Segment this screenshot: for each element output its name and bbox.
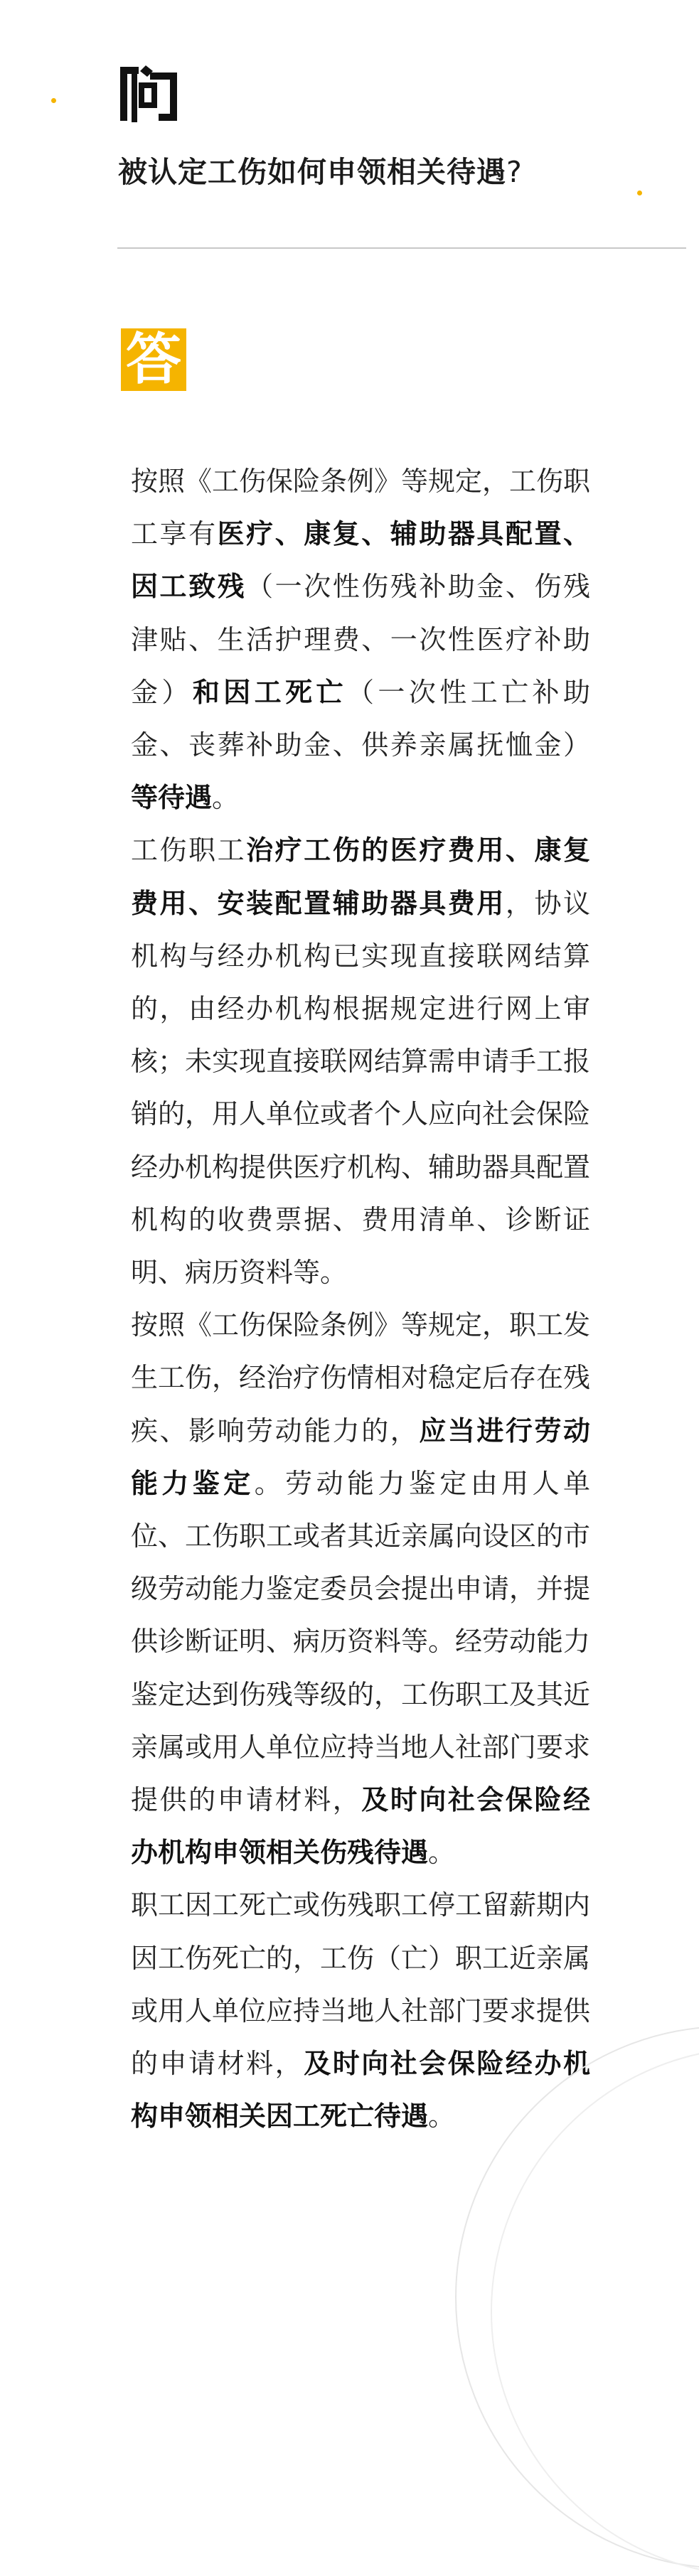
question-text: 被认定工伤如何申领相关待遇 xyxy=(118,155,506,189)
answer-text: （一次性工亡补助金、丧葬补助金、供养亲属抚恤金） xyxy=(131,676,590,761)
answer-emphasis: 应当进行劳动能力鉴定 xyxy=(131,1415,590,1499)
question-title xyxy=(118,151,658,193)
answer-text: 按照《工伤保险条例》等规定，职工发生工伤，经治疗伤情相对稳定后存在残疾、影响劳动能力的， xyxy=(131,1309,591,1447)
answer-paragraph xyxy=(131,455,590,824)
answer-text: ，协议机构与经办机构已实现直接联网结算的，由经办机构根据规定进行网上审核；未实现直接联网结算需申请手工报销的，用人单位或者个人应向社会保险经办机构提供医疗机构、辅助器具配置机构的收费票据、费用清单、诊断证明、病历资料等。 xyxy=(131,887,591,1289)
answer-paragraph xyxy=(131,1879,590,2142)
answer-text: 。 xyxy=(428,1837,456,1869)
answer-emphasis: 等待遇 xyxy=(131,782,213,814)
answer-emphasis: 及时向社会保险经办机构申领相关伤残待遇 xyxy=(131,1784,590,1869)
answer-emphasis: 和因工死亡 xyxy=(192,676,347,708)
answer-text: 职工因工死亡或伤残职工停工留薪期内因工伤死亡的，工伤（亡）职工近亲属或用人单位应持当地人社部门要求提供的申请材料， xyxy=(131,1889,591,2080)
answer-text: 。劳动能力鉴定由用人单位、工伤职工或者其近亲属向设区的市级劳动能力鉴定委员会提出申请，并提供诊断证明、病历资料等。经劳动能力鉴定达到伤残等级的，工伤职工及其近亲属或用人单位应持当地人社部门要求提供的申请材料， xyxy=(131,1467,591,1816)
question-glyph-icon xyxy=(117,63,180,125)
answer-emphasis: 医疗、康复、辅助器具配置、因工致残 xyxy=(131,518,590,603)
answer-text: （一次性伤残补助金、伤残津贴、生活护理费、一次性医疗补助金） xyxy=(131,571,590,708)
answer-paragraph xyxy=(131,824,590,1299)
answer-text: 工伤职工 xyxy=(131,834,247,866)
answer-text: 按照《工伤保险条例》等规定，工伤职工享有 xyxy=(131,466,591,550)
answer-glyph-icon: 答 xyxy=(121,328,186,391)
decorative-dot-left xyxy=(51,98,56,103)
answer-paragraph xyxy=(131,1299,590,1879)
answer-emphasis: 及时向社会保险经办机构申领相关因工死亡待遇 xyxy=(131,2048,590,2132)
answer-body xyxy=(131,455,590,2143)
question-mark: ? xyxy=(506,155,523,189)
answer-emphasis: 治疗工伤的医疗费用、康复费用、安装配置辅助器具费用 xyxy=(131,834,590,919)
section-divider xyxy=(117,247,686,249)
answer-text: 。 xyxy=(428,2100,456,2132)
answer-text: 。 xyxy=(212,782,240,814)
